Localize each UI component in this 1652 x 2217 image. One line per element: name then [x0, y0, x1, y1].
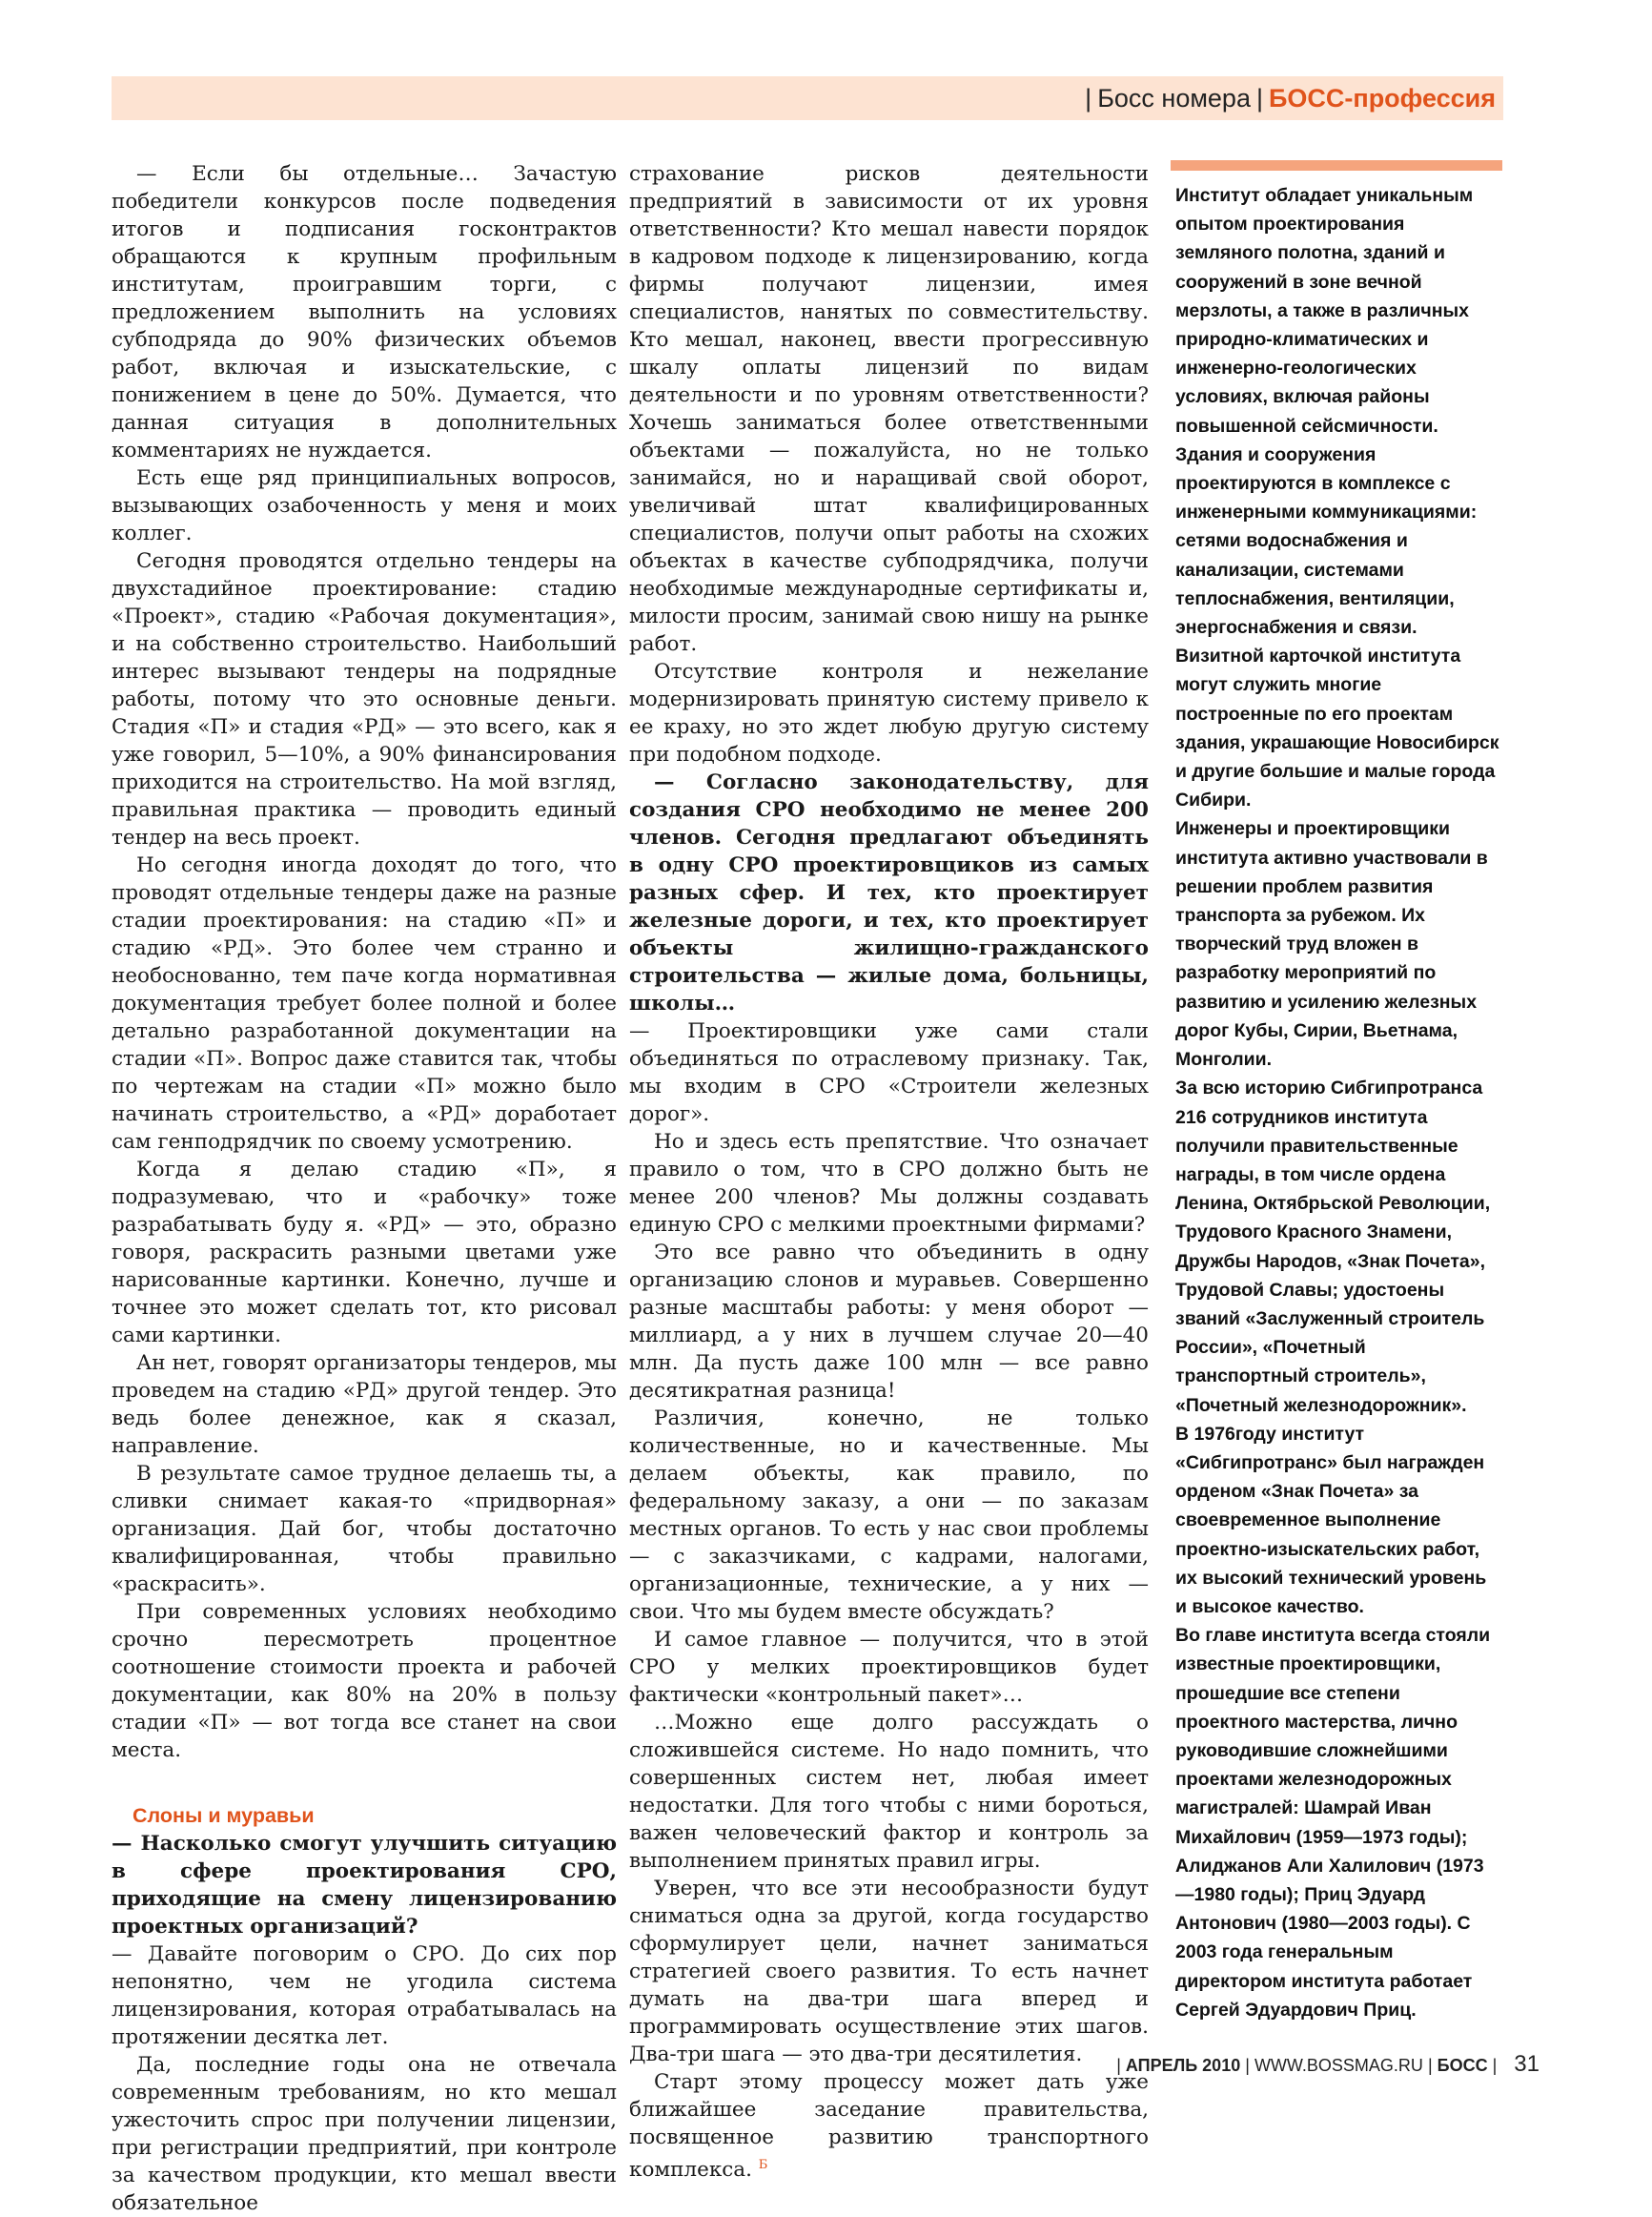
paragraph: Это все равно что объединить в одну организацию слонов и муравьев. Совершенно разные масштабы работы: у меня оборот — миллиард, а у них в лучшем случае 20—40 млн. Да пусть даже 100 млн — все равно десятикратная разница!: [629, 1241, 1149, 1403]
running-header: | Босс номера | БОСС-профессия: [1085, 84, 1496, 113]
article-column-2: [629, 160, 1149, 2184]
paragraph: Различия, конечно, не только количественные, но и качественные. Мы делаем объекты, как правило, по федеральному заказу, а они — по заказам местных органов. То есть у нас свои проблемы — с заказчиками, с кадрами, налогами, организационные, технические, а у них — свои. Что мы будем вместе обсуждать?: [629, 1406, 1149, 1624]
header-rubric: БОСС-профессия: [1268, 84, 1496, 113]
paragraph: При современных условиях необходимо срочно пересмотреть процентное соотношение стоимости проекта и рабочей документации, как 80% на 20% в пользу стадии «П» — вот тогда все станет на свои места.: [112, 1600, 617, 1762]
paragraph: — Если бы отдельные… Зачастую победители конкурсов после подведения итогов и подписания госконтрактов обращаются к крупным профильным институтам, проигравшим торги, с предложением выполнить на условиях субподряда до 90% физических объемов работ, включая и изыскательские, с понижением в цене до 50%. Думается, что данная ситуация в дополнительных комментариях не нуждается.: [112, 162, 617, 462]
paragraph: Ан нет, говорят организаторы тендеров, мы проведем на стадию «РД» другой тендер. Это ведь более денежное, как я сказал, направление.: [112, 1351, 617, 1458]
footer-issue: АПРЕЛЬ 2010: [1125, 2056, 1241, 2075]
paragraph: Когда я делаю стадию «П», я подразумеваю, что и «рабочку» тоже разрабатывать буду я. «РД» — это, образно говоря, раскрасить разными цветами уже нарисованные картинки. Конечно, лучше и точнее это может сделать тот, кто рисовал сами картинки.: [112, 1158, 617, 1347]
sidebar-paragraph: Институт обладает уникальным опытом проектирования земляного полотна, зданий и сооружений в зоне вечной мерзлоты, а также в различных природно-климатических и инженерно-геологических условиях, включая районы повышенной сейсмичности. Здания и сооружения проектируются в комплексе с инженерными коммуникациями: сетями водоснабжения и канализации, системами теплоснабжения, вентиляции, энергоснабжения и связи. Визитной карточкой института могут служить многие построенные по его проектам здания, украшающие Новосибирск и другие большие и малые города Сибири.: [1175, 185, 1499, 811]
header-section: Босс номера: [1097, 84, 1251, 113]
article-column-1: [112, 160, 617, 2217]
closing-paragraph: [629, 2068, 1149, 2184]
sidebar-paragraph: Инженеры и проектировщики института активно участвовали в решении проблем развития транспорта за рубежом. Их творческий труд вложен в разработку мероприятий по развитию и усилению железных дорог Кубы, Сирии, Вьетнама, Монголии.: [1175, 818, 1488, 1071]
paragraph: Но сегодня иногда доходят до того, что проводят отдельные тендеры даже на разные стадии проектирования: на стадию «П» и стадию «РД». Это более чем странно и необоснованно, тем паче когда нормативная документация требует более полной и более детально разработанной документации на стадии «П». Вопрос даже ставится так, чтобы по чертежам на стадии «П» можно было начинать строительство, а «РД» доработает сам генподрядчик по своему усмотрению.: [112, 853, 617, 1154]
paragraph: И самое главное — получится, что в этой СРО у мелких проектировщиков будет фактически «контрольный пакет»…: [629, 1628, 1149, 1707]
end-mark-icon: Б: [758, 2158, 768, 2172]
paragraph: Есть еще ряд принципиальных вопросов, вызывающих озабоченность у меня и моих коллег.: [112, 466, 617, 545]
footer-site: WWW.BOSSMAG.RU: [1254, 2056, 1423, 2075]
sidebar-paragraph: В 1976году институт «Сибгипротранс» был награжден орденом «Знак Почета» за своевременное выполнение проектно-изыскательских работ, их высокий технический уровень и высокое качество.: [1175, 1423, 1487, 1617]
paragraph: Отсутствие контроля и нежелание модернизировать принятую систему привело к ее краху, но это ждет любую другую систему при подобном подходе.: [629, 660, 1149, 767]
interview-question: — Насколько смогут улучшить ситуацию в сфере проектирования СРО, приходящие на смену лицензированию проектных организаций?: [112, 1832, 617, 1939]
paragraph: Сегодня проводятся отдельно тендеры на двухстадийное проектирование: стадию «Проект», стадию «Рабочая документация», и на собственно строительство. Наибольший интерес вызывают тендеры на подрядные работы, потому что это основные деньги. Стадия «П» и стадия «РД» — это всего, как я уже говорил, 5—10%, а 90% финансирования приходится на строительство. На мой взгляд, правильная практика — проводить единый тендер на весь проект.: [112, 549, 617, 850]
paragraph: …Можно еще долго рассуждать о сложившейся системе. Но надо помнить, что совершенных систем нет, любая имеет недостатки. Для того чтобы с ними бороться, важен человеческий фактор и контроль за выполнением принятых правил игры.: [629, 1711, 1149, 1873]
paragraph: — Давайте поговорим о СРО. До сих пор непонятно, чем не угодила система лицензирования, которая отрабатывалась на протяжении десятка лет.: [112, 1942, 617, 2049]
page-number: 31: [1514, 2051, 1540, 2077]
institute-sidebar: [1175, 181, 1501, 2024]
paragraph: Но и здесь есть препятствие. Что означает правило о том, что в СРО должно быть не менее 200 членов? Мы должны создавать единую СРО с мелкими проектными фирмами?: [629, 1130, 1149, 1237]
paragraph: — Проектировщики уже сами стали объединяться по отраслевому признаку. Так, мы входим в СРО «Строители железных дорог».: [629, 1019, 1149, 1126]
section-subhead: Слоны и муравьи: [133, 1804, 315, 1827]
sidebar-accent-bar: [1171, 160, 1502, 171]
paragraph: Да, последние годы она не отвечала современным требованиям, но кто мешал ужесточить спрос при получении лицензии, при регистрации предприятий, при контроле за качеством продукции, кто мешал ввести обязательное: [112, 2053, 617, 2215]
sidebar-paragraph: За всю историю Сибгипротранса 216 сотрудников института получили правительственные награды, в том числе ордена Ленина, Октябрьской Революции, Трудового Красного Знамени, Дружбы Народов, «Знак Почета», Трудовой Славы; удостоены званий «Заслуженный строитель России», «Почетный транспортный строитель», «Почетный железнодорожник».: [1175, 1078, 1491, 1416]
paragraph: Уверен, что все эти несообразности будут сниматься одна за другой, когда государство сформулирует цели, начнет заниматься стратегией своего развития. То есть начнет думать на два-три шага вперед и программировать осуществление этих шагов. Два-три шага — это два-три десятилетия.: [629, 1877, 1149, 2066]
closing-text: Старт этому процессу может дать уже ближайшее заседание правительства, посвященное развитию транспортного комплекса.: [629, 2070, 1149, 2183]
page-footer: | АПРЕЛЬ 2010 | WWW.BOSSMAG.RU | БОСС | 31: [1116, 2051, 1540, 2077]
sidebar-paragraph: Во главе института всегда стояли известные проектировщики, прошедшие все степени проектного мастерства, лично руководившие сложнейшими проектами железнодорожных магистралей: Шамрай Иван Михайлович (1959—1973 годы); Алиджанов Али Халилович (1973—1980 годы); Приц Эдуард Антонович (1980—2003 годы). С 2003 года генеральным директором института работает Сергей Эдуардович Приц.: [1175, 1625, 1491, 2021]
interview-question: — Согласно законодательству, для создания СРО необходимо не менее 200 членов. Сегодня предлагают объединять в одну СРО проектировщиков из самых разных сфер. И тех, кто проектирует железные дороги, и тех, кто проектирует объекты жилищно-гражданского строительства — жилые дома, больницы, школы…: [629, 770, 1149, 1016]
paragraph: страхование рисков деятельности предприятий в зависимости от их уровня ответственности? Кто мешал навести порядок в кадровом подходе к лицензированию, когда фирмы получают лицензии, имея специалистов, нанятых по совместительству. Кто мешал, наконец, ввести прогрессивную шкалу оплаты лицензий по видам деятельности и по уровням ответственности? Хочешь заниматься более ответственными объектами — пожалуйста, но не только занимайся, но и наращивай свой оборот, увеличивай штат квалифицированных специалистов, получи опыт работы на схожих объектах в качестве субподрядчика, получи необходимые международные сертификаты и, милости просим, занимай свою нишу на рынке работ.: [629, 162, 1149, 656]
paragraph: В результате самое трудное делаешь ты, а сливки снимает какая-то «придворная» организация. Дай бог, чтобы достаточно квалифицированная, чтобы правильно «раскрасить».: [112, 1462, 617, 1596]
footer-magazine: БОСС: [1437, 2056, 1488, 2075]
